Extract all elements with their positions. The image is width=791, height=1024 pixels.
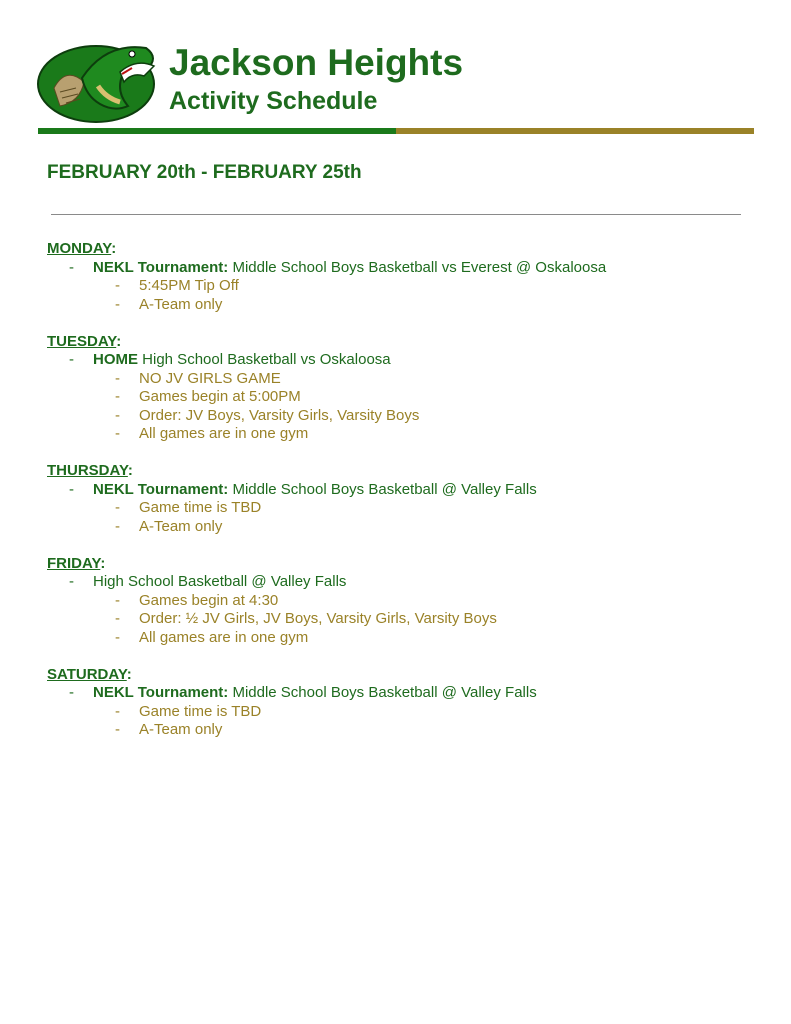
day-section-monday xyxy=(47,240,767,314)
schedule-subtitle: Activity Schedule xyxy=(169,87,378,115)
day-section-saturday xyxy=(47,666,767,740)
event-detail: - NO JV GIRLS GAME xyxy=(115,369,281,387)
day-label: TUESDAY: xyxy=(47,332,122,350)
event-detail: - Order: JV Boys, Varsity Girls, Varsity Boys xyxy=(115,406,420,424)
event-item: - NEKL Tournament: Middle School Boys Basketball vs Everest @ Oskaloosa xyxy=(69,258,607,276)
event-item: - NEKL Tournament: Middle School Boys Basketball @ Valley Falls xyxy=(69,684,537,701)
cobra-logo-icon xyxy=(36,36,160,124)
school-name: Jackson Heights xyxy=(169,42,464,83)
event-detail: - A-Team only xyxy=(115,517,223,535)
day-label: FRIDAY: xyxy=(47,554,106,572)
event-detail: - Game time is TBD xyxy=(115,499,262,516)
horizontal-rule xyxy=(51,214,741,215)
event-detail: - Order: ½ JV Girls, JV Boys, Varsity Girls, Varsity Boys xyxy=(115,610,497,627)
date-range-heading: FEBRUARY 20th - FEBRUARY 25th xyxy=(47,162,362,183)
event-item: - High School Basketball @ Valley Falls xyxy=(69,573,347,590)
schedule-list xyxy=(47,240,767,758)
event-detail: - A-Team only xyxy=(115,721,223,738)
header-divider-gold xyxy=(396,128,754,134)
day-label: THURSDAY: xyxy=(47,462,133,479)
day-section-thursday xyxy=(47,462,767,536)
event-item: - HOME High School Basketball vs Oskaloosa xyxy=(69,351,391,368)
event-detail: - All games are in one gym xyxy=(115,628,309,646)
event-detail: - A-Team only xyxy=(115,295,223,313)
event-item: - NEKL Tournament: Middle School Boys Basketball @ Valley Falls xyxy=(69,480,537,498)
day-section-friday xyxy=(47,555,767,648)
event-detail: - Game time is TBD xyxy=(115,702,262,720)
day-section-tuesday xyxy=(47,333,767,444)
day-label: SATURDAY: xyxy=(47,665,132,683)
day-label: MONDAY: xyxy=(47,240,117,257)
event-detail: - Games begin at 5:00PM xyxy=(115,388,301,405)
header-divider-green xyxy=(38,128,396,134)
event-detail: - 5:45PM Tip Off xyxy=(115,277,239,294)
event-detail: - All games are in one gym xyxy=(115,425,309,442)
event-detail: - Games begin at 4:30 xyxy=(115,591,279,609)
